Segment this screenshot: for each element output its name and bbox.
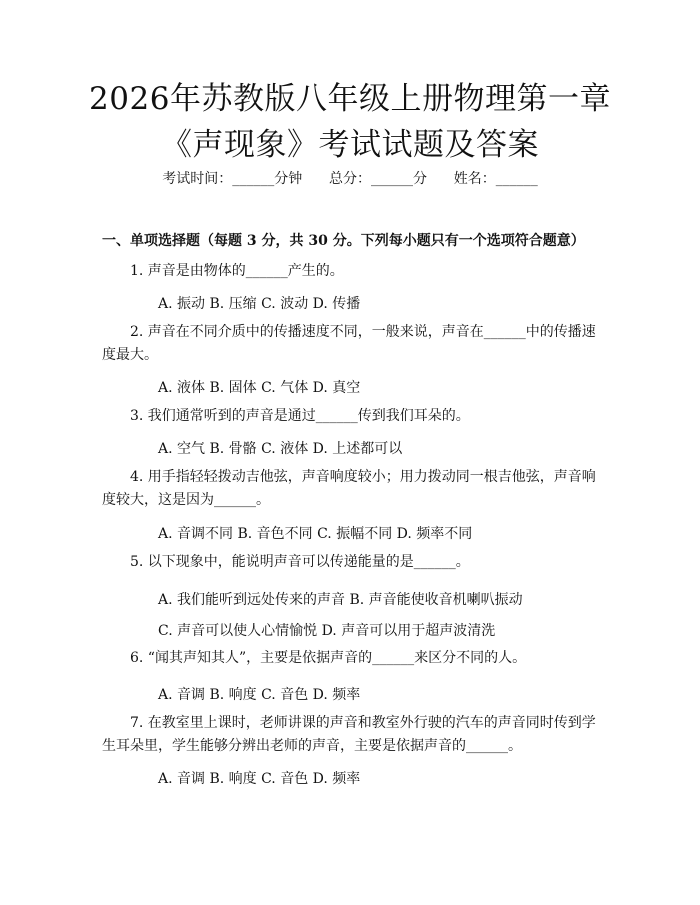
question-7: 7. 在教室里上课时，老师讲课的声音和教室外行驶的汽车的声音同时传到学生耳朵里，学生能够分辨出老师的声音，主要是依据声音的______。 [102,715,596,754]
question-2: 2. 声音在不同介质中的传播速度不同，一般来说，声音在______中的传播速度最大。 [102,324,596,363]
question-3-options: A. 空气 B. 骨骼 C. 液体 D. 上述都可以 [158,441,403,457]
question-5: 5. 以下现象中，能说明声音可以传递能量的是______。 [130,554,470,570]
question-1-options: A. 振动 B. 压缩 C. 波动 D. 传播 [158,296,361,312]
question-4-options: A. 音调不同 B. 音色不同 C. 振幅不同 D. 频率不同 [158,526,473,542]
question-7-options: A. 音调 B. 响度 C. 音色 D. 频率 [158,771,361,787]
page-title: 2026年苏教版八年级上册物理第一章《声现象》考试试题及答案 [89,81,611,163]
question-3: 3. 我们通常听到的声音是通过______传到我们耳朵的。 [130,408,470,424]
question-2-options: A. 液体 B. 固体 C. 气体 D. 真空 [158,380,361,396]
exam-info-line: 考试时间：______分钟 总分：______分 姓名：______ [162,171,538,187]
question-5-options-line-2: C. 声音可以使人心情愉悦 D. 声音可以用于超声波清洗 [158,623,496,639]
question-6-options: A. 音调 B. 响度 C. 音色 D. 频率 [158,687,361,703]
question-4: 4. 用手指轻轻拨动吉他弦，声音响度较小；用力拨动同一根吉他弦，声音响度较大，这是因为______。 [102,469,596,508]
section-heading: 一、单项选择题（每题 3 分，共 30 分。下列每小题只有一个选项符合题意） [102,233,585,249]
question-1: 1. 声音是由物体的______产生的。 [130,263,344,279]
question-6: 6. “闻其声知其人”，主要是依据声音的______来区分不同的人。 [130,650,527,666]
question-5-options-line-1: A. 我们能听到远处传来的声音 B. 声音能使收音机喇叭振动 [158,592,523,608]
